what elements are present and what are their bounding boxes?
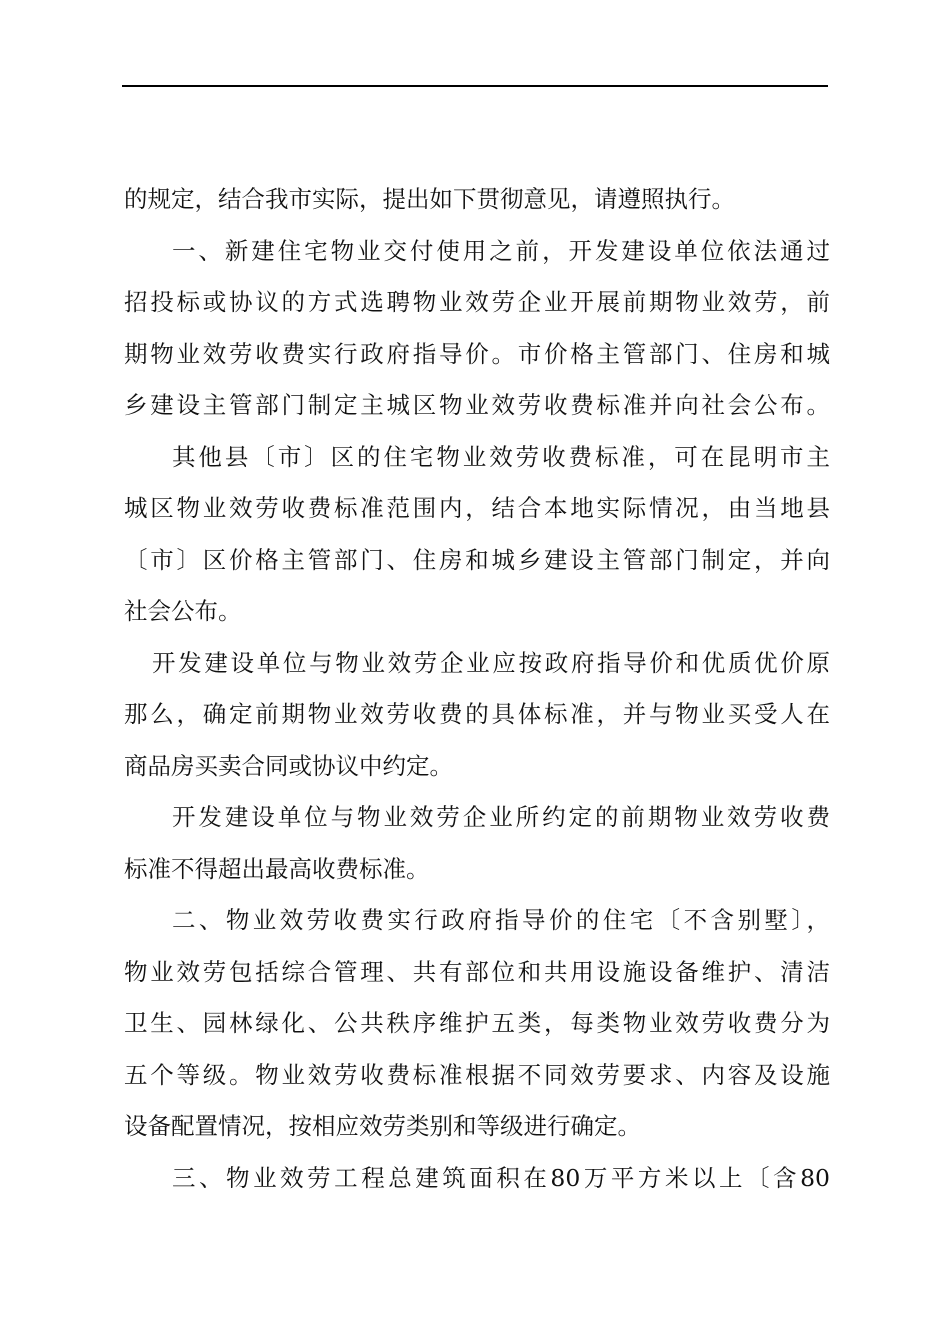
document-body <box>124 174 830 1204</box>
paragraph-section-three <box>124 1153 830 1205</box>
text-line: 那么，确定前期物业效劳收费的具体标准，并与物业买受人在 <box>124 700 830 728</box>
text-line: 物业效劳包括综合管理、共有部位和共用设施设备维护、清洁 <box>124 957 830 986</box>
text-line: 设备配置情况，按相应效劳类别和等级进行确定。 <box>124 1112 641 1140</box>
paragraph-developer-agreement <box>124 638 830 793</box>
text-line: 开发建设单位与物业效劳企业所约定的前期物业效劳收费 <box>172 803 830 831</box>
text-line: 五个等级。物业效劳收费标准根据不同效劳要求、内容及设施 <box>124 1060 830 1089</box>
paragraph-section-one <box>124 226 830 432</box>
text-line: 二、物业效劳收费实行政府指导价的住宅〔不含别墅〕， <box>172 906 830 934</box>
text-line: 乡建设主管部门制定主城区物业效劳收费标准并向社会公布。 <box>124 391 830 419</box>
text-line: 期物业效劳收费实行政府指导价。市价格主管部门、住房和城 <box>124 339 830 368</box>
header-rule <box>122 85 828 87</box>
text-line: 〔市〕区价格主管部门、住房和城乡建设主管部门制定，并向 <box>124 545 830 574</box>
text-line: 三、物业效劳工程总建筑面积在80万平方米以上〔含80 <box>172 1163 830 1192</box>
paragraph-continuation <box>124 174 830 226</box>
text-line: 卫生、园林绿化、公共秩序维护五类，每类物业效劳收费分为 <box>124 1009 830 1037</box>
text-line: 社会公布。 <box>124 597 242 625</box>
text-line: 其他县〔市〕区的住宅物业效劳收费标准，可在昆明市主 <box>172 442 830 471</box>
paragraph-section-two <box>124 895 830 1153</box>
paragraph-fee-limit <box>124 792 830 895</box>
text-line: 标准不得超出最高收费标准。 <box>124 854 430 883</box>
text-line: 一、新建住宅物业交付使用之前，开发建设单位依法通过 <box>172 236 830 265</box>
text-line: 开发建设单位与物业效劳企业应按政府指导价和优质优价原 <box>152 648 830 677</box>
text-line: 城区物业效劳收费标准范围内，结合本地实际情况，由当地县 <box>124 494 830 522</box>
text-line: 的规定，结合我市实际，提出如下贯彻意见，请遵照执行。 <box>124 185 735 213</box>
text-line: 商品房买卖合同或协议中约定。 <box>124 751 453 780</box>
text-line: 招投标或协议的方式选聘物业效劳企业开展前期物业效劳，前 <box>124 288 830 316</box>
paragraph-other-counties <box>124 432 830 638</box>
